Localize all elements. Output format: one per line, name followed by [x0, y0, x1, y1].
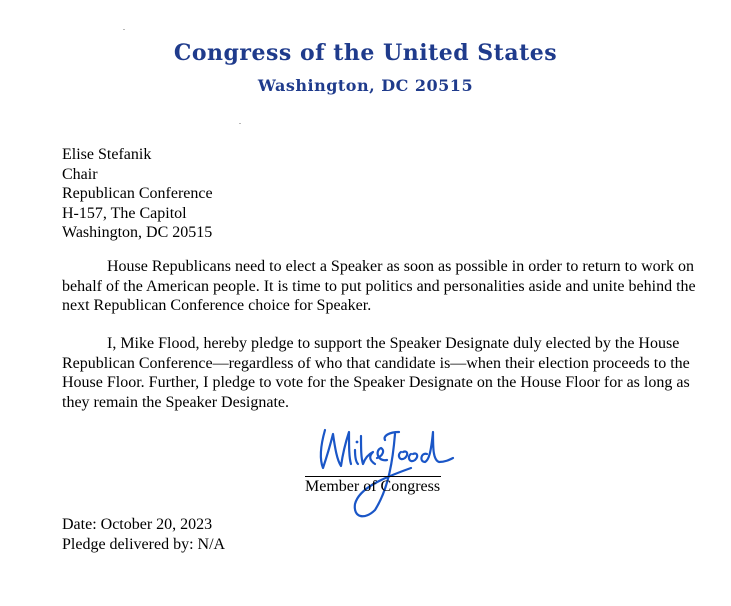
addressee-name: Elise Stefanik: [62, 146, 152, 163]
addressee-office: H-157, The Capitol: [62, 204, 187, 222]
footer-block: [62, 515, 225, 554]
addressee-city: Washington, DC 20515: [62, 224, 213, 241]
scan-speck: [239, 123, 241, 124]
signature-line: [305, 476, 441, 477]
signature-caption: Member of Congress: [305, 478, 441, 495]
addressee-title: Chair: [62, 165, 98, 183]
letterhead-subtitle: Washington, DC 20515: [257, 76, 474, 95]
addressee-block: [62, 145, 213, 243]
signature-block: [303, 418, 463, 523]
pledge-delivered-by: Pledge delivered by: N/A: [62, 535, 226, 553]
letterhead-title: Congress of the United States: [173, 40, 558, 66]
addressee-organization: Republican Conference: [62, 185, 213, 202]
pledge-date: Date: October 20, 2023: [62, 516, 213, 533]
handwritten-signature: [303, 418, 463, 523]
scan-speck: [123, 29, 125, 30]
body-paragraph-2: I, Mike Flood, hereby pledge to support the Speaker Designate duly elected by the House Republican Conference—regardless of who that candidate is—when their election proceeds to the House Floor. Further, I pledge to vote for the Speaker Designate on the House Floor for as long as they remain the Speaker Designate.: [62, 335, 690, 411]
body-paragraph-1: House Republicans need to elect a Speaker as soon as possible in order to return to work on behalf of the American people. It is time to put politics and personalities aside and unite behind the next Republican Conference choice for Speaker.: [62, 258, 696, 314]
